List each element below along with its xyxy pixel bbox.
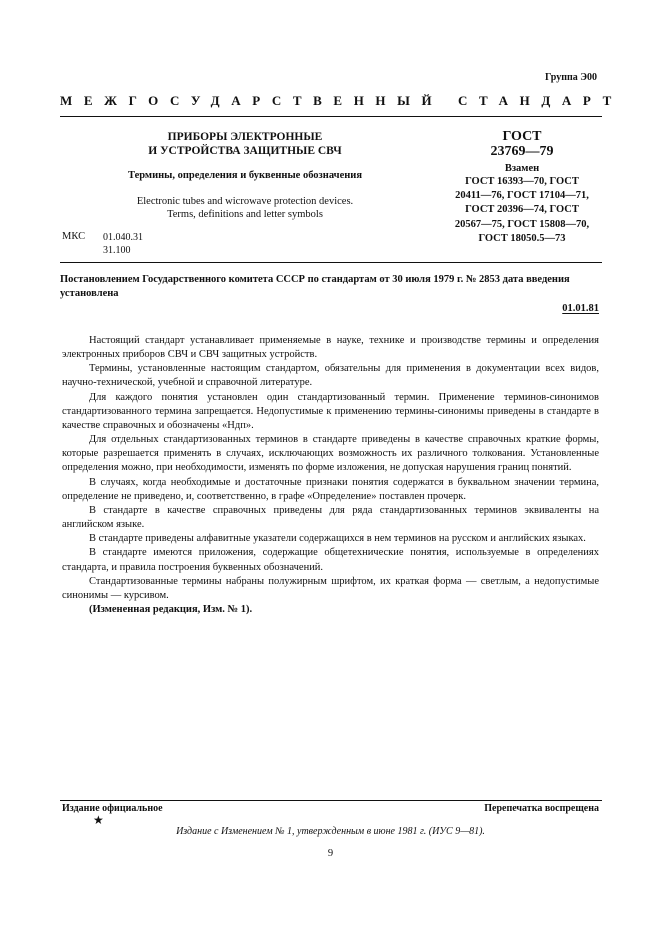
reprint-prohibited-label: Перепечатка воспрещена [484,803,599,814]
replaces-item: 20411—76, ГОСТ 17104—71, [455,190,589,202]
amendment-note: (Измененная редакция, Изм. № 1). [89,603,253,615]
replaces-item: 20567—75, ГОСТ 15808—70, [454,218,590,230]
mks-label: МКС [62,231,86,242]
header-rule [60,116,602,117]
standard-banner: МЕЖГОСУДАРСТВЕННЫЙ СТАНДАРТ [60,93,623,108]
paragraph: Для каждого понятия установлен один стандартизованный термин. Применение терминов-синонимов стандартизованного термина запрещается. Недопустимые к применению термины-синонимы приведены в стандарте в качестве справочных и обозначены «Ндп». [62,391,599,431]
star-icon: ★ [93,813,104,827]
official-edition-label: Издание официальное [62,803,163,814]
paragraph: В стандарте имеются приложения, содержащие общетехнические понятия, используемые в определениях стандарта, и правила построения буквенных обозначений. [62,547,599,573]
title-block [95,130,395,221]
replaces-item: ГОСТ 16393—70, ГОСТ [465,176,579,187]
title-line-2: И УСТРОЙСТВА ЗАЩИТНЫЕ СВЧ [148,145,342,157]
paragraph: Термины, установленные настоящим стандартом, обязательны для применения в документации всех видов, научно-технической, учебной и справочной литературе. [62,363,599,389]
subtitle: Термины, определения и буквенные обозначения [127,170,363,181]
paragraph: В стандарте в качестве справочных приведены для ряда стандартизованных терминов эквиваленты на английском языке. [62,504,599,531]
paragraph: В стандарте приведены алфавитные указатели содержащихся в нем терминов на русском и английских языках. [89,533,586,545]
group-code: Группа Э00 [545,72,597,83]
mks-codes [103,231,143,257]
paragraph: Стандартизованные термины набраны полужирным шрифтом, их краткая форма — светлым, а недопустимые синонимы — курсивом. [62,575,599,601]
mks-code-2: 31.100 [103,245,131,256]
effective-date: 01.01.81 [562,303,599,314]
english-title-line-2: Terms, definitions and letter symbols [167,209,323,220]
paragraph: Настоящий стандарт устанавливает применяемые в науке, технике и производстве термины и определения электронных приборов СВЧ и СВЧ защитных устройств. [62,335,599,361]
body-text [62,334,599,617]
gost-block [422,129,622,246]
replaces-item: ГОСТ 18050.5—73 [478,232,566,244]
edition-note: Издание с Изменением № 1, утвержденным в июне 1981 г. (ИУС 9—81). [176,826,485,837]
page-number: 9 [327,848,334,859]
english-title-line-1: Electronic tubes and wicrowave protection devices. [136,196,354,207]
replaces-item: ГОСТ 20396—74, ГОСТ [465,204,579,216]
replaces-list [422,175,622,246]
gost-number: 23769—79 [490,144,554,159]
section-rule [60,262,602,263]
replaces-label: Взамен [504,163,540,174]
footer-rule [60,800,602,801]
gost-label: ГОСТ [502,129,542,144]
title-line-1: ПРИБОРЫ ЭЛЕКТРОННЫЕ [167,131,323,143]
english-title [95,195,395,221]
decree-text: Постановлением Государственного комитета СССР по стандартам от 30 июля 1979 г. № 2853 дата введения установлена [60,274,570,299]
mks-code-1: 01.040.31 [103,232,143,243]
paragraph: Для отдельных стандартизованных терминов в стандарте приведены в качестве справочных краткие формы, которые разрешается применять в случаях, исключающих возможность их различного толкования. Установленные определения можно, при необходимости, изменять по форме изложения, не допуская нарушения границ понятий. [62,434,599,474]
paragraph: В случаях, когда необходимые и достаточные признаки понятия содержатся в буквальном значении термина, определение не приведено, и, соответственно, в графе «Определение» поставлен прочерк. [62,476,599,502]
